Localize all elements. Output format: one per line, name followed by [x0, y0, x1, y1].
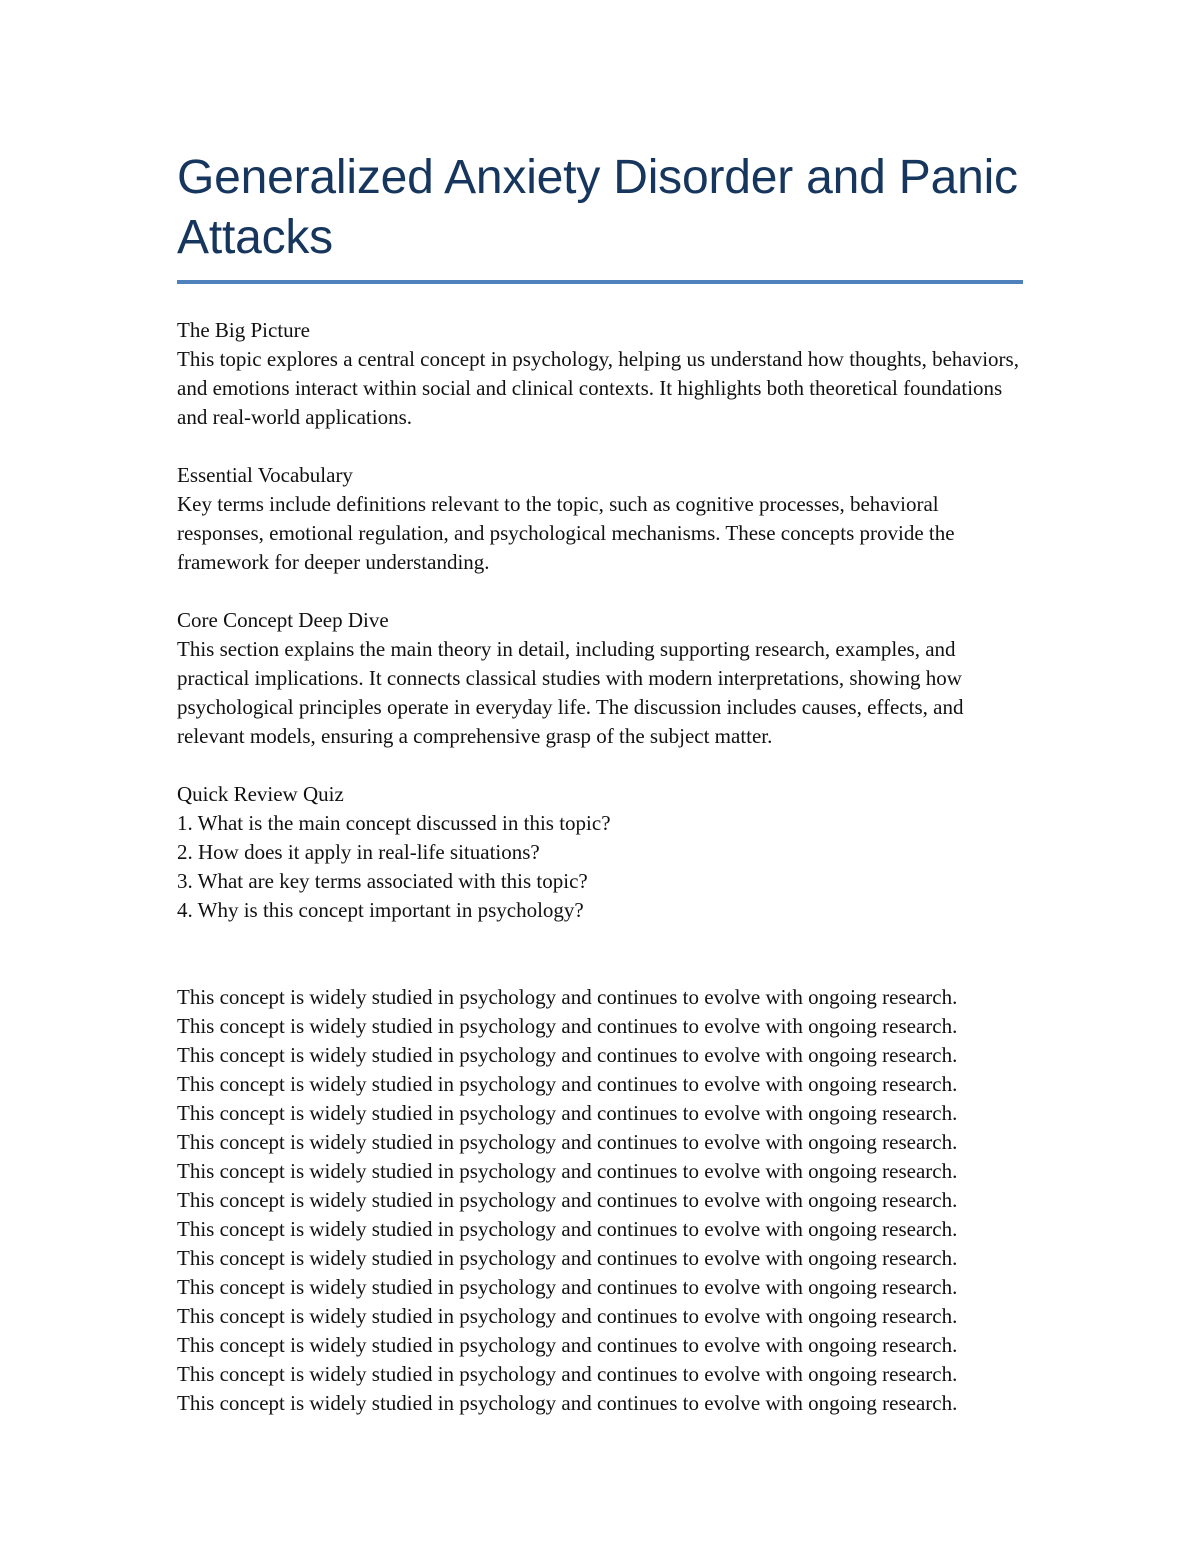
closing-line: This concept is widely studied in psychology and continues to evolve with ongoing research.: [177, 1246, 958, 1270]
closing-line: This concept is widely studied in psychology and continues to evolve with ongoing research.: [177, 1072, 958, 1096]
quiz-item: 2. How does it apply in real-life situations?: [177, 840, 540, 864]
closing-line: This concept is widely studied in psychology and continues to evolve with ongoing research.: [177, 1130, 958, 1154]
closing-lines: [177, 983, 1023, 1418]
section-paragraph: Key terms include definitions relevant to the topic, such as cognitive processes, behavioral responses, emotional regulation, and psychological mechanisms. These concepts provide the framework for deeper understanding.: [177, 492, 955, 574]
closing-line: This concept is widely studied in psychology and continues to evolve with ongoing research.: [177, 985, 958, 1009]
quiz-item: 4. Why is this concept important in psychology?: [177, 898, 584, 922]
quiz-item: 3. What are key terms associated with this topic?: [177, 869, 588, 893]
section-heading: Core Concept Deep Dive: [177, 608, 389, 632]
section-quick-review-quiz: [177, 780, 1023, 925]
section-big-picture: [177, 316, 1023, 432]
closing-line: This concept is widely studied in psychology and continues to evolve with ongoing research.: [177, 1304, 958, 1328]
title-underline-rule: [177, 280, 1023, 284]
closing-line: This concept is widely studied in psychology and continues to evolve with ongoing research.: [177, 1014, 958, 1038]
closing-line: This concept is widely studied in psychology and continues to evolve with ongoing research.: [177, 1159, 958, 1183]
closing-line: This concept is widely studied in psychology and continues to evolve with ongoing research.: [177, 1188, 958, 1212]
closing-line: This concept is widely studied in psychology and continues to evolve with ongoing research.: [177, 1391, 958, 1415]
closing-line: This concept is widely studied in psychology and continues to evolve with ongoing research.: [177, 1043, 958, 1067]
page-title: Generalized Anxiety Disorder and Panic Attacks: [177, 151, 1018, 264]
closing-line: This concept is widely studied in psychology and continues to evolve with ongoing research.: [177, 1275, 958, 1299]
closing-line: This concept is widely studied in psychology and continues to evolve with ongoing research.: [177, 1362, 958, 1386]
closing-line: This concept is widely studied in psychology and continues to evolve with ongoing research.: [177, 1333, 958, 1357]
closing-line: This concept is widely studied in psychology and continues to evolve with ongoing research.: [177, 1101, 958, 1125]
section-paragraph: This section explains the main theory in detail, including supporting research, examples, and practical implications. It connects classical studies with modern interpretations, showing how psychological principles operate in everyday life. The discussion includes causes, effects, and relevant models, ensuring a comprehensive grasp of the subject matter.: [177, 637, 964, 748]
section-paragraph: This topic explores a central concept in psychology, helping us understand how thoughts, behaviors, and emotions interact within social and clinical contexts. It highlights both theoretical foundations and real-world applications.: [177, 347, 1019, 429]
section-core-concept: [177, 606, 1023, 751]
section-essential-vocabulary: [177, 461, 1023, 577]
section-heading: Essential Vocabulary: [177, 463, 353, 487]
quiz-item: 1. What is the main concept discussed in this topic?: [177, 811, 611, 835]
closing-line: This concept is widely studied in psychology and continues to evolve with ongoing research.: [177, 1217, 958, 1241]
quiz-heading: Quick Review Quiz: [177, 782, 344, 806]
section-heading: The Big Picture: [177, 318, 310, 342]
document-body: [177, 316, 1023, 1418]
